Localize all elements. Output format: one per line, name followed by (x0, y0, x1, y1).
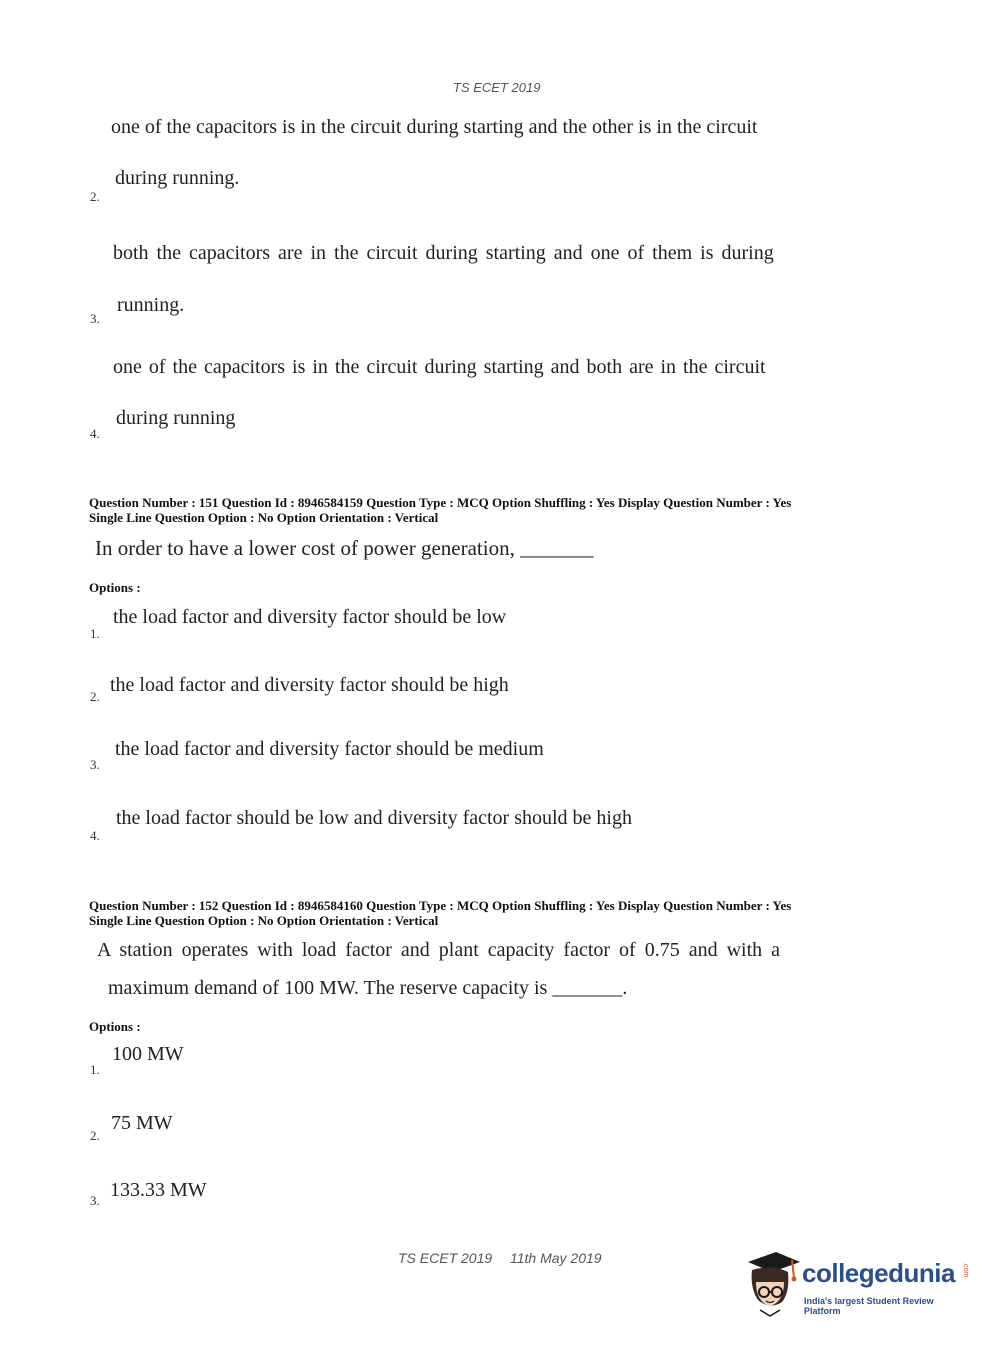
question-meta: Single Line Question Option : No Option Orientation : Vertical (89, 510, 439, 525)
option-text: one of the capacitors is in the circuit during starting and both are in the circuit (113, 356, 766, 378)
brand-name: collegedunia (802, 1258, 955, 1288)
brand-tagline: India's largest Student Review Platform (804, 1296, 934, 1316)
option-text: running. (117, 294, 185, 316)
footer-date: 11th May 2019 (510, 1250, 602, 1266)
option-number: 3. (90, 1193, 100, 1208)
question-text: maximum demand of 100 MW. The reserve capacity is _______. (108, 977, 628, 999)
options-label: Options : (89, 1019, 141, 1034)
option-number: 4. (90, 426, 100, 441)
option-text: the load factor should be low and diversity factor should be high (116, 807, 632, 829)
option-text: during running. (115, 167, 240, 189)
option-number: 2. (90, 1128, 100, 1143)
collegedunia-logo (742, 1248, 972, 1320)
option-text: 100 MW (112, 1043, 184, 1065)
question-meta: Question Number : 152 Question Id : 8946584160 Question Type : MCQ Option Shuffling : Yes Display Question Number : Yes (89, 898, 792, 913)
option-number: 2. (90, 689, 100, 704)
option-text (111, 116, 837, 139)
option-text: 133.33 MW (110, 1179, 207, 1201)
option-text: 75 MW (111, 1112, 173, 1134)
option-text: during running (116, 407, 236, 429)
footer-exam: TS ECET 2019 (398, 1250, 493, 1266)
option-number: 1. (90, 1062, 100, 1077)
option-text: the load factor and diversity factor should be high (110, 674, 509, 696)
option-number: 2. (90, 189, 100, 204)
option-number: 4. (90, 828, 100, 843)
brand-suffix: .com (962, 1262, 969, 1278)
options-label: Options : (89, 580, 141, 595)
question-text: In order to have a lower cost of power generation, _______ (95, 536, 594, 560)
mascot-icon (742, 1248, 802, 1320)
option-number: 1. (90, 626, 100, 641)
question-text: A station operates with load factor and plant capacity factor of 0.75 and with a (97, 939, 781, 961)
option-text: the load factor and diversity factor should be low (113, 606, 507, 628)
option-text: the load factor and diversity factor should be medium (115, 738, 544, 760)
question-meta: Single Line Question Option : No Option Orientation : Vertical (89, 913, 439, 928)
option-number: 3. (90, 757, 100, 772)
option-word-line: one of the capacitors is in the circuit during starting and the other is in the circuit (111, 116, 758, 138)
question-meta: Question Number : 151 Question Id : 8946584159 Question Type : MCQ Option Shuffling : Yes Display Question Number : Yes (89, 495, 792, 510)
page-header: TS ECET 2019 (453, 80, 541, 95)
option-text: both the capacitors are in the circuit during starting and one of them is during (113, 242, 774, 264)
option-number: 3. (90, 311, 100, 326)
